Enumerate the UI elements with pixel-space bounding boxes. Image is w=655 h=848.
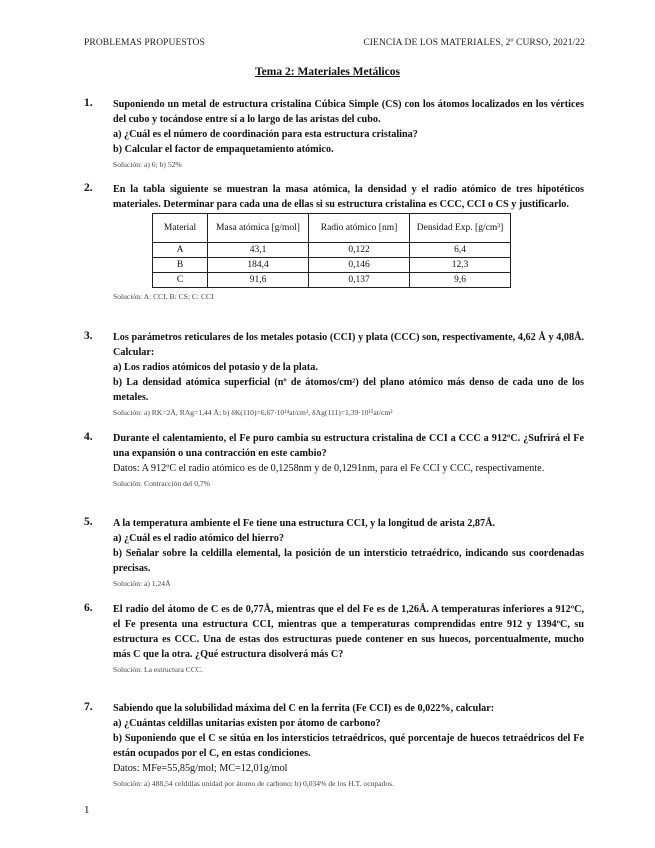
table-cell: 6,4 <box>410 243 511 258</box>
problem-2 <box>84 182 584 302</box>
problem-statement: El radio del átomo de C es de 0,77Å, mientras que el del Fe es de 1,26Å. A temperaturas inferiores a 912ºC, el Fe presenta una estructura CCI, mientras que a temperaturas comprendidas entre 912 y 1394ºC, su estructura es CCC. Una de estas dos estructuras puede contener en sus huecos, porcentualmente, mucho más C que la otra. ¿Qué estructura disolverá más C? <box>113 604 584 660</box>
table-cell: 91,6 <box>208 273 309 288</box>
header-right: CIENCIA DE LOS MATERIALES, 2º CURSO, 2021/22 <box>363 38 585 48</box>
problem-data: Datos: MFe=55,85g/mol; MC=12,01g/mol <box>113 763 288 774</box>
problem-number: 1. <box>84 97 93 109</box>
table-cell: 0,146 <box>309 258 410 273</box>
problem-4 <box>84 431 584 489</box>
problem-number: 6. <box>84 602 93 614</box>
solution: Solución: a) 488,54 celdillas unidad por átomo de carbono; b) 0,034% de los H.T. ocupados. <box>113 779 394 788</box>
table-header: Densidad Exp. [g/cm³] <box>410 214 511 243</box>
problem-part: b) Calcular el factor de empaquetamiento atómico. <box>113 144 334 155</box>
problem-5 <box>84 516 584 589</box>
table-cell: 0,137 <box>309 273 410 288</box>
problem-part: a) ¿Cuántas celdillas unitarias existen por átomo de carbono? <box>113 718 381 729</box>
table-row <box>153 243 511 258</box>
problem-part: a) ¿Cuál es el radio atómico del hierro? <box>113 533 284 544</box>
problem-number: 7. <box>84 701 93 713</box>
solution: Solución: a) 1,24Å <box>113 579 171 588</box>
problem-part: b) Suponiendo que el C se sitúa en los intersticios tetraédricos, qué porcentaje de huecos tetraédricos del Fe están ocupados por el C, en estas condiciones. <box>113 733 584 759</box>
problem-part: b) La densidad atómica superficial (nº de átomos/cm²) del plano atómico más denso de cada uno de los metales. <box>113 377 584 403</box>
solution: Solución: La estructura CCC. <box>113 665 203 674</box>
solution: Solución: Contracción del 0,7% <box>113 479 211 488</box>
table-header: Radio atómico [nm] <box>309 214 410 243</box>
problem-statement: Sabiendo que la solubilidad máxima del C en la ferrita (Fe CCI) es de 0,022%, calcular: <box>113 703 495 714</box>
problem-number: 5. <box>84 516 93 528</box>
table-cell: 12,3 <box>410 258 511 273</box>
problem-statement: Durante el calentamiento, el Fe puro cambia su estructura cristalina de CCI a CCC a 912ºC. ¿Sufrirá el Fe una expansión o una contracción en este cambio? <box>113 433 584 459</box>
problem-number: 2. <box>84 182 93 194</box>
table-header-row <box>153 214 511 243</box>
problem-number: 3. <box>84 330 93 342</box>
problem-3 <box>84 330 584 418</box>
problem-1 <box>84 97 584 170</box>
problem-part: a) ¿Cuál es el número de coordinación para esta estructura cristalina? <box>113 129 418 140</box>
table-cell: 43,1 <box>208 243 309 258</box>
problem-number: 4. <box>84 431 93 443</box>
table-cell: 184,4 <box>208 258 309 273</box>
table-header: Material <box>153 214 208 243</box>
table-cell: C <box>153 273 208 288</box>
solution: Solución: A: CCI, B: CS; C: CCI <box>113 292 214 301</box>
table-row <box>153 273 511 288</box>
problem-statement: En la tabla siguiente se muestran la masa atómica, la densidad y el radio atómico de tres hipotéticos materiales. Determinar para cada una de ellas si su estructura cristalina es CCC, CCI o CS y justificarlo. <box>113 184 584 210</box>
table-header: Masa atómica [g/mol] <box>208 214 309 243</box>
page-number: 1 <box>84 804 90 816</box>
table-row <box>153 258 511 273</box>
table-cell: A <box>153 243 208 258</box>
problem-part: b) Señalar sobre la celdilla elemental, la posición de un intersticio tetraédrico, indicando sus coordenadas precisas. <box>113 548 584 574</box>
header-left: PROBLEMAS PROPUESTOS <box>84 38 205 48</box>
problem-part: a) Los radios atómicos del potasio y de la plata. <box>113 362 318 373</box>
problem-data: Datos: A 912ºC el radio atómico es de 0,1258nm y de 0,1291nm, para el Fe CCI y CCC, respectivamente. <box>113 463 545 474</box>
solution: Solución: a) 6; b) 52% <box>113 160 182 169</box>
table-cell: B <box>153 258 208 273</box>
problem-statement: Los parámetros reticulares de los metales potasio (CCI) y plata (CCC) son, respectivamente, 4,62 Å y 4,08Å. Calcular: <box>113 332 584 358</box>
problem-statement: A la temperatura ambiente el Fe tiene una estructura CCI, y la longitud de arista 2,87Å. <box>113 518 495 529</box>
table-cell: 9,6 <box>410 273 511 288</box>
table-cell: 0,122 <box>309 243 410 258</box>
problem-6 <box>84 602 584 675</box>
solution: Solución: a) RK=2Å, RAg=1,44 Å; b) δK(110)=6,67·10¹⁴at/cm², δAg(111)=1,39·10¹⁵at/cm² <box>113 408 393 417</box>
problem-statement: Suponiendo un metal de estructura cristalina Cúbica Simple (CS) con los átomos localizados en los vértices del cubo y tocándose entre sí a lo largo de las aristas del cubo. <box>113 99 584 125</box>
materials-table <box>152 213 511 288</box>
problem-7 <box>84 701 584 789</box>
page-title: Tema 2: Materiales Metálicos <box>255 66 400 78</box>
